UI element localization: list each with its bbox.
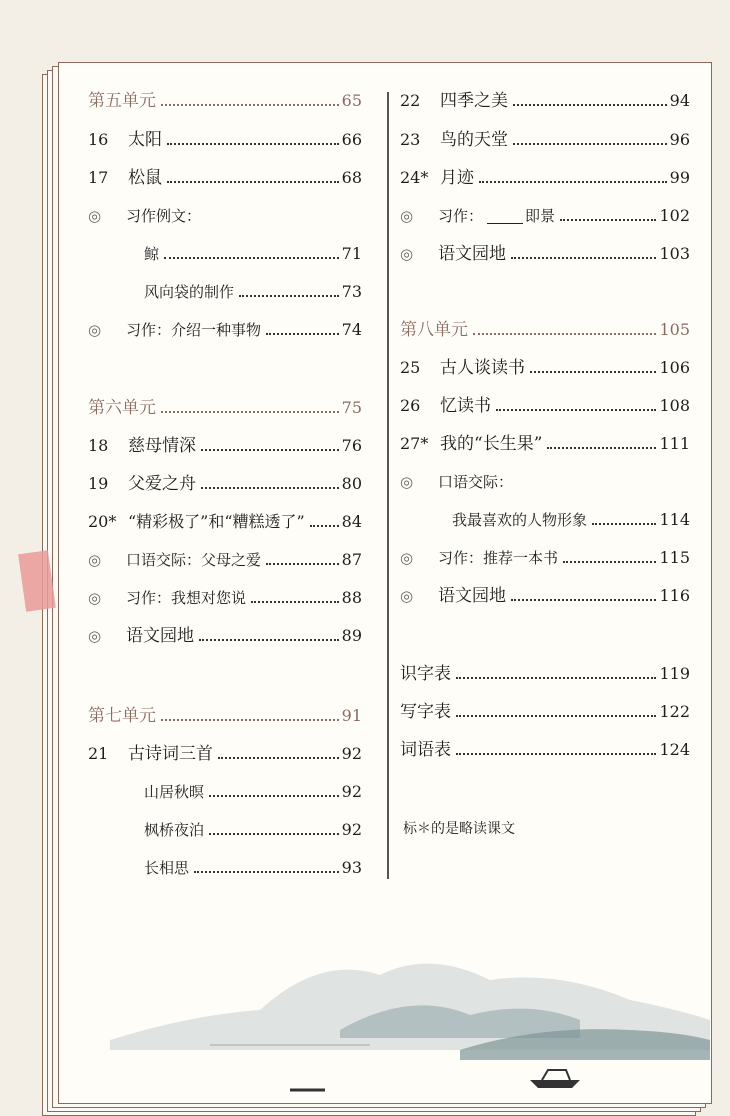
toc-entry[interactable] — [400, 200, 690, 232]
dot-leader — [251, 601, 339, 603]
entry-title: 语文园地 — [126, 626, 194, 646]
entry-title: 习作：我想对您说 — [126, 589, 247, 607]
entry-title: 鲸 — [144, 245, 160, 263]
dot-leader — [511, 257, 656, 259]
lesson-number: 22 — [400, 91, 421, 110]
bullet-icon: ◎ — [400, 207, 414, 225]
lesson-number: 17 — [88, 168, 109, 187]
entry-title: 松鼠 — [128, 168, 162, 188]
entry-title: 慈母情深 — [128, 436, 196, 456]
toc-entry[interactable] — [88, 738, 362, 770]
dot-leader — [530, 371, 656, 373]
column-divider — [387, 92, 389, 879]
entry-title: 古人谈读书 — [440, 358, 525, 378]
entry-title: 鸟的天堂 — [440, 130, 508, 150]
dot-leader — [513, 143, 667, 145]
dot-leader — [161, 719, 339, 721]
page-number: 96 — [669, 130, 690, 149]
dot-leader — [201, 449, 339, 451]
page-number: 103 — [659, 244, 690, 263]
dot-leader — [456, 753, 656, 755]
entry-title: “精彩极了”和“糟糕透了” — [128, 512, 305, 531]
toc-entry[interactable] — [400, 658, 690, 690]
unit-heading[interactable] — [400, 314, 690, 346]
lesson-number: 25 — [400, 358, 421, 377]
dot-leader — [167, 143, 339, 145]
dot-leader — [199, 639, 339, 641]
dot-leader — [456, 715, 656, 717]
unit-heading[interactable] — [88, 700, 362, 732]
dot-leader — [201, 487, 339, 489]
toc-entry[interactable] — [144, 852, 362, 884]
page-number: 94 — [669, 91, 690, 110]
entry-title: 四季之美 — [440, 91, 508, 111]
toc-entry[interactable] — [88, 162, 362, 194]
dot-leader — [511, 599, 656, 601]
bullet-icon: ◎ — [400, 473, 414, 491]
page-number: 111 — [659, 434, 690, 453]
dot-leader — [167, 181, 339, 183]
entry-title: 词语表 — [400, 740, 451, 760]
dot-leader — [209, 795, 339, 797]
entry-title: 习作：推荐一本书 — [438, 549, 559, 567]
dot-leader — [239, 295, 339, 297]
toc-entry[interactable] — [88, 582, 362, 614]
page-number: 91 — [341, 706, 362, 725]
lesson-number: 19 — [88, 474, 109, 493]
lesson-number: 27* — [400, 434, 429, 453]
entry-title: 山居秋暝 — [144, 783, 205, 801]
page-number: 115 — [659, 548, 690, 567]
toc-entry[interactable] — [400, 580, 690, 612]
entry-title: 语文园地 — [438, 586, 506, 606]
toc-entry[interactable] — [400, 466, 690, 498]
page-number: 124 — [659, 740, 690, 759]
lesson-number: 18 — [88, 436, 109, 455]
entry-title: 父爱之舟 — [128, 474, 196, 494]
bullet-icon: ◎ — [88, 321, 102, 339]
entry-title: 我的“长生果” — [440, 434, 543, 454]
toc-entry[interactable] — [88, 200, 362, 232]
page-number: 108 — [659, 396, 690, 415]
dot-leader — [560, 219, 656, 221]
bullet-icon: ◎ — [88, 551, 102, 569]
unit-heading[interactable] — [88, 85, 362, 117]
toc-entry[interactable] — [400, 428, 690, 460]
bullet-icon: ◎ — [400, 245, 414, 263]
entry-title-suffix: 即景 — [525, 207, 556, 225]
dot-leader — [456, 677, 656, 679]
dot-leader — [563, 561, 656, 563]
dot-leader — [194, 871, 339, 873]
dot-leader — [218, 757, 339, 759]
page-number: 71 — [341, 244, 362, 263]
page-number: 88 — [341, 588, 362, 607]
entry-title: 口语交际：父母之爱 — [126, 551, 262, 569]
toc-entry[interactable] — [88, 620, 362, 652]
entry-title: 长相思 — [144, 859, 190, 877]
page-number: 92 — [341, 744, 362, 763]
entry-title: 月迹 — [440, 168, 474, 188]
page-number: 74 — [341, 320, 362, 339]
unit-heading[interactable] — [88, 392, 362, 424]
toc-entry[interactable] — [400, 696, 690, 728]
page-number: 105 — [659, 320, 690, 339]
dot-leader — [161, 104, 339, 106]
toc-entry[interactable] — [144, 776, 362, 808]
toc-entry[interactable] — [144, 238, 362, 270]
page-number: 92 — [341, 820, 362, 839]
page-number: 106 — [659, 358, 690, 377]
toc-entry[interactable] — [88, 506, 362, 538]
dot-leader — [592, 523, 656, 525]
bullet-icon: ◎ — [88, 627, 102, 645]
page-number: 114 — [659, 510, 690, 529]
page-number: 122 — [659, 702, 690, 721]
page-number: 73 — [341, 282, 362, 301]
page-number: 66 — [341, 130, 362, 149]
bullet-icon: ◎ — [400, 549, 414, 567]
footnote: 标＊的是略读课文 — [403, 821, 515, 837]
entry-title: 写字表 — [400, 702, 451, 722]
toc-entry[interactable] — [144, 814, 362, 846]
entry-title: 古诗词三首 — [128, 744, 213, 764]
entry-title: 第八单元 — [400, 320, 468, 340]
dot-leader — [164, 257, 339, 259]
toc-entry[interactable] — [88, 468, 362, 500]
entry-title: 枫桥夜泊 — [144, 821, 205, 839]
page-number: 119 — [659, 664, 690, 683]
page-number: 93 — [341, 858, 362, 877]
page-number: 102 — [659, 206, 690, 225]
dot-leader — [547, 447, 656, 449]
entry-title: 习作： — [438, 207, 484, 225]
entry-title: 语文园地 — [438, 244, 506, 264]
toc-entry[interactable] — [144, 276, 362, 308]
bullet-icon: ◎ — [88, 207, 102, 225]
entry-title: 口语交际： — [438, 473, 514, 491]
toc-entry[interactable] — [400, 734, 690, 766]
page-number: 80 — [341, 474, 362, 493]
toc-entry[interactable] — [400, 85, 690, 117]
bullet-icon: ◎ — [400, 587, 414, 605]
toc-entry[interactable] — [400, 390, 690, 422]
lesson-number: 26 — [400, 396, 421, 415]
entry-title: 风向袋的制作 — [144, 283, 235, 301]
ink-landscape-illustration — [110, 920, 710, 1097]
entry-title: 识字表 — [400, 664, 451, 684]
dot-leader — [266, 563, 339, 565]
dot-leader — [473, 333, 656, 335]
entry-title: 习作：介绍一种事物 — [126, 321, 262, 339]
entry-title: 第七单元 — [88, 706, 156, 726]
lesson-number: 20* — [88, 512, 117, 531]
toc-entry[interactable] — [88, 430, 362, 462]
entry-title: 太阳 — [128, 130, 162, 150]
dot-leader — [209, 833, 339, 835]
entry-title: 我最喜欢的人物形象 — [452, 511, 588, 529]
dot-leader — [479, 181, 667, 183]
entry-title: 第六单元 — [88, 398, 156, 418]
page-number: 92 — [341, 782, 362, 801]
lesson-number: 24* — [400, 168, 429, 187]
dot-leader — [496, 409, 656, 411]
toc-entry[interactable] — [400, 162, 690, 194]
toc-entry[interactable] — [400, 124, 690, 156]
page-number: 84 — [341, 512, 362, 531]
page-number: 116 — [659, 586, 690, 605]
entry-title: 习作例文： — [126, 207, 202, 225]
page-number: 68 — [341, 168, 362, 187]
dot-leader — [266, 333, 339, 335]
lesson-number: 21 — [88, 744, 109, 763]
page-number: 89 — [341, 626, 362, 645]
page-number: 99 — [669, 168, 690, 187]
dot-leader — [513, 104, 667, 106]
page-number: 65 — [341, 91, 362, 110]
fill-in-blank — [487, 209, 523, 224]
lesson-number: 16 — [88, 130, 109, 149]
page-number: 76 — [341, 436, 362, 455]
toc-entry[interactable] — [88, 544, 362, 576]
page-number: 87 — [341, 550, 362, 569]
entry-title: 忆读书 — [440, 396, 491, 416]
toc-entry[interactable] — [88, 314, 362, 346]
lesson-number: 23 — [400, 130, 421, 149]
toc-entry[interactable] — [400, 542, 690, 574]
dot-leader — [310, 525, 339, 527]
toc-entry[interactable] — [452, 504, 690, 536]
entry-title: 第五单元 — [88, 91, 156, 111]
page-number: 75 — [341, 398, 362, 417]
toc-entry[interactable] — [400, 352, 690, 384]
bullet-icon: ◎ — [88, 589, 102, 607]
dot-leader — [161, 411, 339, 413]
toc-entry[interactable] — [400, 238, 690, 270]
toc-entry[interactable] — [88, 124, 362, 156]
